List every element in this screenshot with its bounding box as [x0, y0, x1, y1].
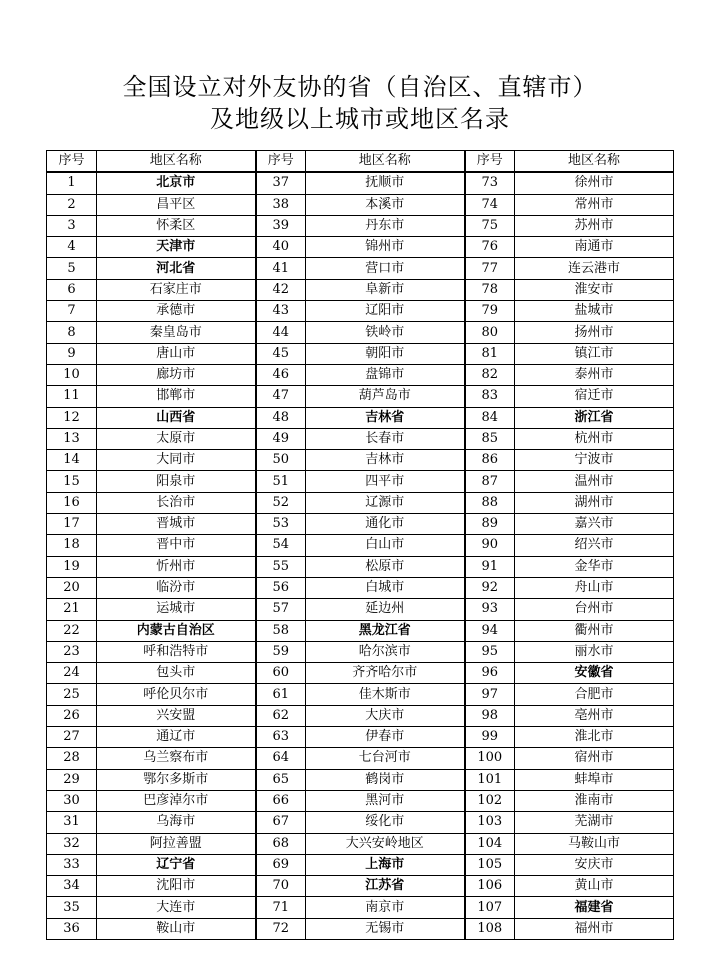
table-row [47, 727, 674, 748]
region-name-cell: 本溪市 [306, 194, 465, 215]
table-row [47, 492, 674, 513]
serial-number-cell: 37 [256, 172, 306, 194]
region-name-cell: 大连市 [97, 897, 256, 918]
serial-number-cell: 40 [256, 237, 306, 258]
serial-number-cell: 90 [465, 535, 515, 556]
region-name-cell: 吉林省 [306, 407, 465, 428]
region-name-cell: 台州市 [515, 599, 674, 620]
region-name-cell: 石家庄市 [97, 279, 256, 300]
serial-number-cell: 53 [256, 514, 306, 535]
region-name-cell: 福建省 [515, 897, 674, 918]
serial-number-cell: 35 [47, 897, 97, 918]
table-row [47, 237, 674, 258]
region-name-cell: 常州市 [515, 194, 674, 215]
region-name-cell: 呼和浩特市 [97, 641, 256, 662]
serial-number-cell: 97 [465, 684, 515, 705]
table-row [47, 854, 674, 875]
region-name-cell: 合肥市 [515, 684, 674, 705]
region-name-cell: 金华市 [515, 556, 674, 577]
table-row [47, 918, 674, 939]
serial-number-cell: 60 [256, 663, 306, 684]
region-name-cell: 南京市 [306, 897, 465, 918]
region-name-cell: 锦州市 [306, 237, 465, 258]
table-row [47, 428, 674, 449]
header-region-name: 地区名称 [306, 151, 465, 173]
serial-number-cell: 4 [47, 237, 97, 258]
serial-number-cell: 66 [256, 790, 306, 811]
serial-number-cell: 87 [465, 471, 515, 492]
header-serial-number: 序号 [465, 151, 515, 173]
serial-number-cell: 23 [47, 641, 97, 662]
region-name-cell: 黄山市 [515, 876, 674, 897]
serial-number-cell: 76 [465, 237, 515, 258]
serial-number-cell: 63 [256, 727, 306, 748]
region-name-cell: 白城市 [306, 577, 465, 598]
region-name-cell: 黑河市 [306, 790, 465, 811]
table-row [47, 577, 674, 598]
serial-number-cell: 68 [256, 833, 306, 854]
serial-number-cell: 78 [465, 279, 515, 300]
region-name-cell: 福州市 [515, 918, 674, 939]
region-name-cell: 杭州市 [515, 428, 674, 449]
serial-number-cell: 85 [465, 428, 515, 449]
region-name-cell: 扬州市 [515, 322, 674, 343]
serial-number-cell: 101 [465, 769, 515, 790]
region-name-cell: 呼伦贝尔市 [97, 684, 256, 705]
table-row [47, 194, 674, 215]
serial-number-cell: 5 [47, 258, 97, 279]
serial-number-cell: 46 [256, 364, 306, 385]
region-name-cell: 松原市 [306, 556, 465, 577]
table-row [47, 364, 674, 385]
region-name-cell: 阜新市 [306, 279, 465, 300]
serial-number-cell: 28 [47, 748, 97, 769]
region-name-cell: 长春市 [306, 428, 465, 449]
serial-number-cell: 13 [47, 428, 97, 449]
serial-number-cell: 83 [465, 386, 515, 407]
serial-number-cell: 39 [256, 215, 306, 236]
serial-number-cell: 57 [256, 599, 306, 620]
serial-number-cell: 70 [256, 876, 306, 897]
region-name-cell: 鞍山市 [97, 918, 256, 939]
region-name-cell: 邯郸市 [97, 386, 256, 407]
serial-number-cell: 73 [465, 172, 515, 194]
region-name-cell: 长治市 [97, 492, 256, 513]
region-name-cell: 临汾市 [97, 577, 256, 598]
region-name-cell: 承德市 [97, 301, 256, 322]
serial-number-cell: 3 [47, 215, 97, 236]
region-name-cell: 上海市 [306, 854, 465, 875]
region-name-cell: 丹东市 [306, 215, 465, 236]
serial-number-cell: 52 [256, 492, 306, 513]
region-name-cell: 嘉兴市 [515, 514, 674, 535]
serial-number-cell: 89 [465, 514, 515, 535]
serial-number-cell: 31 [47, 812, 97, 833]
region-name-cell: 大同市 [97, 450, 256, 471]
region-name-cell: 天津市 [97, 237, 256, 258]
table-row [47, 343, 674, 364]
serial-number-cell: 96 [465, 663, 515, 684]
serial-number-cell: 88 [465, 492, 515, 513]
region-name-cell: 铁岭市 [306, 322, 465, 343]
serial-number-cell: 38 [256, 194, 306, 215]
serial-number-cell: 44 [256, 322, 306, 343]
region-name-cell: 宿迁市 [515, 386, 674, 407]
region-name-cell: 佳木斯市 [306, 684, 465, 705]
table-row [47, 301, 674, 322]
table-row [47, 705, 674, 726]
table-row [47, 514, 674, 535]
region-name-cell: 阳泉市 [97, 471, 256, 492]
region-name-cell: 辽阳市 [306, 301, 465, 322]
region-name-cell: 淮南市 [515, 790, 674, 811]
region-name-cell: 乌兰察布市 [97, 748, 256, 769]
serial-number-cell: 98 [465, 705, 515, 726]
region-name-cell: 葫芦岛市 [306, 386, 465, 407]
region-name-cell: 河北省 [97, 258, 256, 279]
table-row [47, 407, 674, 428]
serial-number-cell: 95 [465, 641, 515, 662]
region-name-cell: 唐山市 [97, 343, 256, 364]
table-row [47, 812, 674, 833]
serial-number-cell: 59 [256, 641, 306, 662]
region-name-cell: 延边州 [306, 599, 465, 620]
table-row [47, 641, 674, 662]
serial-number-cell: 2 [47, 194, 97, 215]
serial-number-cell: 24 [47, 663, 97, 684]
region-name-cell: 白山市 [306, 535, 465, 556]
region-name-cell: 齐齐哈尔市 [306, 663, 465, 684]
serial-number-cell: 99 [465, 727, 515, 748]
table-row [47, 684, 674, 705]
region-name-cell: 通化市 [306, 514, 465, 535]
page-title-line-2: 及地级以上城市或地区名录 [210, 105, 510, 133]
region-name-cell: 运城市 [97, 599, 256, 620]
serial-number-cell: 15 [47, 471, 97, 492]
serial-number-cell: 1 [47, 172, 97, 194]
serial-number-cell: 8 [47, 322, 97, 343]
serial-number-cell: 61 [256, 684, 306, 705]
serial-number-cell: 6 [47, 279, 97, 300]
serial-number-cell: 51 [256, 471, 306, 492]
serial-number-cell: 64 [256, 748, 306, 769]
serial-number-cell: 20 [47, 577, 97, 598]
serial-number-cell: 41 [256, 258, 306, 279]
serial-number-cell: 11 [47, 386, 97, 407]
region-name-cell: 芜湖市 [515, 812, 674, 833]
serial-number-cell: 12 [47, 407, 97, 428]
region-name-cell: 盘锦市 [306, 364, 465, 385]
header-serial-number: 序号 [256, 151, 306, 173]
serial-number-cell: 26 [47, 705, 97, 726]
region-name-cell: 营口市 [306, 258, 465, 279]
region-name-cell: 浙江省 [515, 407, 674, 428]
region-name-cell: 兴安盟 [97, 705, 256, 726]
table-row [47, 620, 674, 641]
serial-number-cell: 71 [256, 897, 306, 918]
serial-number-cell: 67 [256, 812, 306, 833]
serial-number-cell: 91 [465, 556, 515, 577]
region-name-cell: 秦皇岛市 [97, 322, 256, 343]
table-row [47, 215, 674, 236]
region-name-cell: 内蒙古自治区 [97, 620, 256, 641]
region-name-cell: 亳州市 [515, 705, 674, 726]
serial-number-cell: 9 [47, 343, 97, 364]
region-name-cell: 大庆市 [306, 705, 465, 726]
region-name-cell: 晋城市 [97, 514, 256, 535]
region-name-cell: 山西省 [97, 407, 256, 428]
region-name-cell: 太原市 [97, 428, 256, 449]
region-name-cell: 马鞍山市 [515, 833, 674, 854]
serial-number-cell: 42 [256, 279, 306, 300]
serial-number-cell: 21 [47, 599, 97, 620]
serial-number-cell: 72 [256, 918, 306, 939]
serial-number-cell: 32 [47, 833, 97, 854]
region-name-cell: 包头市 [97, 663, 256, 684]
serial-number-cell: 80 [465, 322, 515, 343]
region-name-cell: 怀柔区 [97, 215, 256, 236]
region-name-cell: 无锡市 [306, 918, 465, 939]
region-name-cell: 淮安市 [515, 279, 674, 300]
serial-number-cell: 30 [47, 790, 97, 811]
serial-number-cell: 29 [47, 769, 97, 790]
serial-number-cell: 104 [465, 833, 515, 854]
serial-number-cell: 74 [465, 194, 515, 215]
region-name-cell: 江苏省 [306, 876, 465, 897]
table-row [47, 386, 674, 407]
region-name-cell: 黑龙江省 [306, 620, 465, 641]
region-name-cell: 宿州市 [515, 748, 674, 769]
region-name-cell: 四平市 [306, 471, 465, 492]
serial-number-cell: 69 [256, 854, 306, 875]
serial-number-cell: 108 [465, 918, 515, 939]
table-row [47, 833, 674, 854]
region-name-cell: 连云港市 [515, 258, 674, 279]
table-row [47, 535, 674, 556]
serial-number-cell: 34 [47, 876, 97, 897]
region-name-cell: 苏州市 [515, 215, 674, 236]
table-row [47, 599, 674, 620]
region-name-cell: 巴彦淖尔市 [97, 790, 256, 811]
serial-number-cell: 43 [256, 301, 306, 322]
serial-number-cell: 55 [256, 556, 306, 577]
serial-number-cell: 84 [465, 407, 515, 428]
table-row [47, 172, 674, 194]
region-name-cell: 衢州市 [515, 620, 674, 641]
serial-number-cell: 100 [465, 748, 515, 769]
serial-number-cell: 62 [256, 705, 306, 726]
region-name-cell: 辽源市 [306, 492, 465, 513]
header-region-name: 地区名称 [97, 151, 256, 173]
serial-number-cell: 77 [465, 258, 515, 279]
table-row [47, 769, 674, 790]
serial-number-cell: 17 [47, 514, 97, 535]
region-name-cell: 沈阳市 [97, 876, 256, 897]
region-name-cell: 阿拉善盟 [97, 833, 256, 854]
region-name-cell: 安庆市 [515, 854, 674, 875]
table-row [47, 663, 674, 684]
region-name-cell: 北京市 [97, 172, 256, 194]
region-name-cell: 伊春市 [306, 727, 465, 748]
serial-number-cell: 56 [256, 577, 306, 598]
region-name-cell: 忻州市 [97, 556, 256, 577]
region-name-cell: 哈尔滨市 [306, 641, 465, 662]
region-name-cell: 宁波市 [515, 450, 674, 471]
table-header-row [47, 151, 674, 173]
region-name-cell: 辽宁省 [97, 854, 256, 875]
serial-number-cell: 45 [256, 343, 306, 364]
serial-number-cell: 54 [256, 535, 306, 556]
region-name-cell: 安徽省 [515, 663, 674, 684]
region-name-cell: 朝阳市 [306, 343, 465, 364]
region-name-cell: 通辽市 [97, 727, 256, 748]
serial-number-cell: 86 [465, 450, 515, 471]
region-directory-table [46, 150, 674, 940]
header-serial-number: 序号 [47, 151, 97, 173]
region-name-cell: 绍兴市 [515, 535, 674, 556]
region-name-cell: 大兴安岭地区 [306, 833, 465, 854]
region-name-cell: 鹤岗市 [306, 769, 465, 790]
table-row [47, 556, 674, 577]
serial-number-cell: 33 [47, 854, 97, 875]
serial-number-cell: 7 [47, 301, 97, 322]
region-name-cell: 七台河市 [306, 748, 465, 769]
serial-number-cell: 106 [465, 876, 515, 897]
serial-number-cell: 93 [465, 599, 515, 620]
region-name-cell: 鄂尔多斯市 [97, 769, 256, 790]
header-region-name: 地区名称 [515, 151, 674, 173]
serial-number-cell: 102 [465, 790, 515, 811]
region-name-cell: 蚌埠市 [515, 769, 674, 790]
serial-number-cell: 65 [256, 769, 306, 790]
serial-number-cell: 92 [465, 577, 515, 598]
region-name-cell: 温州市 [515, 471, 674, 492]
table-row [47, 748, 674, 769]
serial-number-cell: 81 [465, 343, 515, 364]
region-name-cell: 绥化市 [306, 812, 465, 833]
table-row [47, 471, 674, 492]
serial-number-cell: 27 [47, 727, 97, 748]
serial-number-cell: 48 [256, 407, 306, 428]
serial-number-cell: 82 [465, 364, 515, 385]
serial-number-cell: 94 [465, 620, 515, 641]
region-name-cell: 昌平区 [97, 194, 256, 215]
serial-number-cell: 16 [47, 492, 97, 513]
region-name-cell: 盐城市 [515, 301, 674, 322]
serial-number-cell: 50 [256, 450, 306, 471]
serial-number-cell: 75 [465, 215, 515, 236]
serial-number-cell: 49 [256, 428, 306, 449]
region-name-cell: 丽水市 [515, 641, 674, 662]
serial-number-cell: 79 [465, 301, 515, 322]
table-row [47, 450, 674, 471]
serial-number-cell: 47 [256, 386, 306, 407]
region-name-cell: 晋中市 [97, 535, 256, 556]
region-name-cell: 南通市 [515, 237, 674, 258]
region-name-cell: 吉林市 [306, 450, 465, 471]
table-row [47, 279, 674, 300]
table-row [47, 876, 674, 897]
region-name-cell: 乌海市 [97, 812, 256, 833]
page-title-line-1: 全国设立对外友协的省（自治区、直辖市） [122, 73, 598, 101]
serial-number-cell: 103 [465, 812, 515, 833]
table-row [47, 258, 674, 279]
table-row [47, 790, 674, 811]
serial-number-cell: 22 [47, 620, 97, 641]
serial-number-cell: 58 [256, 620, 306, 641]
region-name-cell: 淮北市 [515, 727, 674, 748]
region-name-cell: 廊坊市 [97, 364, 256, 385]
region-name-cell: 湖州市 [515, 492, 674, 513]
serial-number-cell: 25 [47, 684, 97, 705]
table-row [47, 322, 674, 343]
serial-number-cell: 107 [465, 897, 515, 918]
region-name-cell: 舟山市 [515, 577, 674, 598]
table-row [47, 897, 674, 918]
serial-number-cell: 105 [465, 854, 515, 875]
serial-number-cell: 18 [47, 535, 97, 556]
region-name-cell: 抚顺市 [306, 172, 465, 194]
serial-number-cell: 10 [47, 364, 97, 385]
region-name-cell: 镇江市 [515, 343, 674, 364]
serial-number-cell: 14 [47, 450, 97, 471]
region-name-cell: 徐州市 [515, 172, 674, 194]
serial-number-cell: 19 [47, 556, 97, 577]
serial-number-cell: 36 [47, 918, 97, 939]
region-name-cell: 泰州市 [515, 364, 674, 385]
